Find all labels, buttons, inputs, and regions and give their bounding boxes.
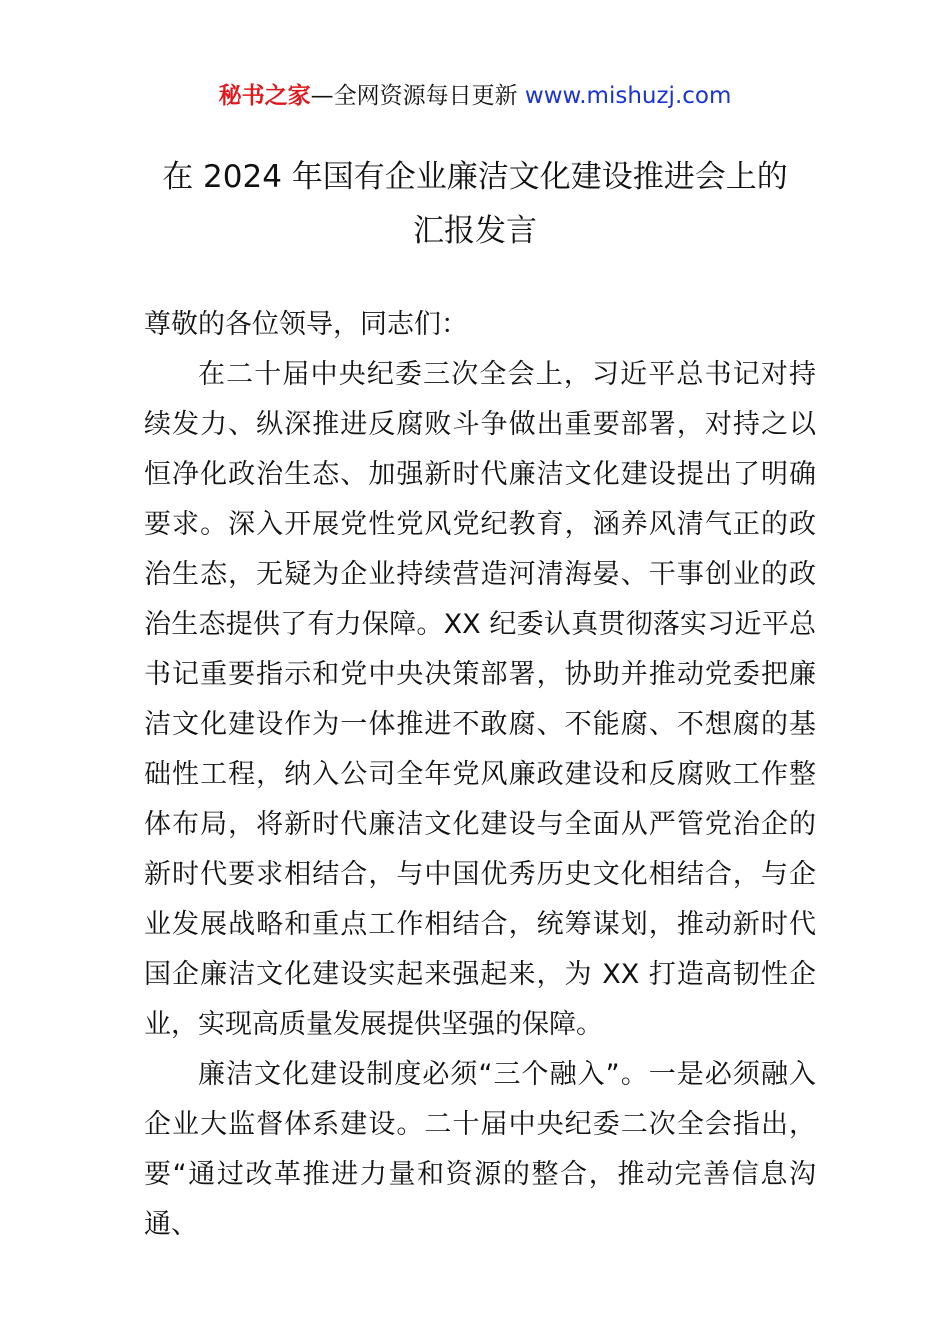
salutation: 尊敬的各位领导，同志们： <box>144 309 468 340</box>
paragraph: 在二十届中央纪委三次全会上，习近平总书记对持续发力、纵深推进反腐败斗争做出重要部署，对持之以恒净化政治生态、加强新时代廉洁文化建设提出了明确要求。深入开展党性党风党纪教育，涵养风清气正的政治生态，无疑为企业持续营造河清海晏、干事创业的政治生态提供了有力保障。XX 纪委认真贯彻落实习近平总书记重要指示和党中央决策部署，协助并推动党委把廉洁文化建设作为一体推进不敢腐、不能腐、不想腐的基础性工程，纳入公司全年党风廉政建设和反腐败工作整体布局，将新时代廉洁文化建设与全面从严管党治企的新时代要求相结合，与中国优秀历史文化相结合，与企业发展战略和重点工作相结合，统筹谋划，推动新时代国企廉洁文化建设实起来强起来，为 XX 打造高韧性企业，实现高质量发展提供坚强的保障。 <box>144 359 816 1040</box>
site-url-link[interactable]: www.mishuzj.com <box>524 83 732 109</box>
paragraph: 廉洁文化建设制度必须“三个融入”。一是必须融入企业大监督体系建设。二十届中央纪委二次全会指出，要“通过改革推进力量和资源的整合，推动完善信息沟通、 <box>144 1059 816 1240</box>
document-title <box>100 150 850 258</box>
document-body <box>144 300 816 1250</box>
document-title-line-2: 汇报发言 <box>413 213 537 249</box>
document-title-line-1: 在 2024 年国有企业廉洁文化建设推进会上的 <box>162 159 788 195</box>
header-tagline: —全网资源每日更新 <box>310 83 518 109</box>
site-header <box>0 80 950 112</box>
brand-name: 秘书之家 <box>218 83 311 109</box>
